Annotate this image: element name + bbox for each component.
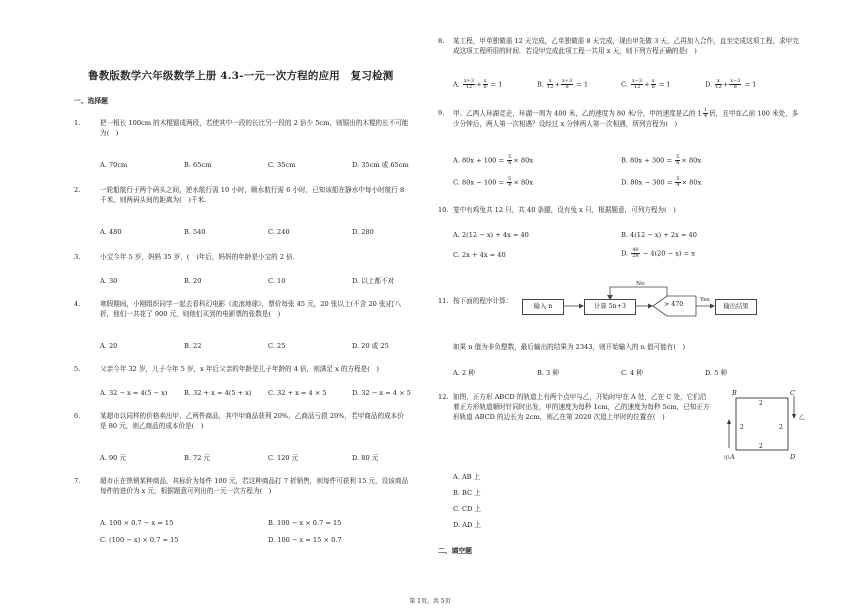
question-number: 1. (74, 119, 81, 127)
vertex-b: B (732, 389, 737, 397)
question-number: 2. (74, 186, 81, 194)
question-number: 9. (438, 109, 445, 117)
page-title: 鲁教版数学六年级数学上册 4.3-一元一次方程的应用 复习检测 (88, 70, 394, 82)
section-choice-heading: 一、选择题 (74, 97, 108, 105)
option-c[interactable]: C. CD 上 (453, 505, 482, 513)
question-number: 5. (74, 365, 81, 373)
option-d[interactable]: D. 280 (352, 228, 374, 236)
option-b[interactable]: B. 100 − x × 0.7 = 15 (268, 519, 342, 527)
side-label-top: 2 (759, 400, 763, 407)
option-d[interactable]: D. 35cm 或 65cm (352, 161, 409, 169)
question-number: 7. (74, 477, 81, 485)
option-a[interactable]: A. 100 × 0.7 − x = 15 (100, 519, 174, 527)
option-d[interactable]: D. 以上都不对 (352, 277, 395, 285)
flow-output-box: 输出结果 (715, 299, 757, 315)
question-text: 甲、乙两人环湖竞走，环湖一周为 400 米，乙的速度为 80 米/分，甲的速度是乙的 1 $\frac{1}{4}$ 倍，且甲在乙前 100 米处，多少分钟后，两人第一次相遇？设经过 x 分钟两人第一次相遇，所列方程为( ) (453, 107, 799, 128)
option-d[interactable]: D. 100 − x = 15 × 0.7 (268, 536, 342, 544)
option-d[interactable]: D. 20 或 25 (352, 342, 389, 350)
option-c[interactable]: C. 10 (268, 277, 286, 285)
question-11-text2 (453, 342, 808, 352)
option-a[interactable]: A. 2 种 (453, 369, 475, 377)
question-text: 超市正在热销某种商品，其标价为每件 100 元，若这种商品打 7 折销售，则每件可获利 15 元，设该商品每件的进价为 x 元，根据题意可列出的一元一次方程为( ) (100, 477, 409, 496)
label-yi: 乙 (799, 415, 805, 421)
option-d[interactable]: D. AD 上 (453, 521, 481, 529)
option-a[interactable]: A. 20 (100, 342, 118, 350)
option-b[interactable]: B. 32 + x = 4(5 + x) (184, 389, 252, 397)
flow-calc-box: 计算 5n+3 (584, 299, 636, 315)
question-number: 6. (74, 412, 81, 420)
question-number: 8. (438, 37, 445, 45)
option-b[interactable]: B. $\frac{x}{12}$ + $\frac{x+3}{8}$ = 1 (537, 78, 589, 90)
option-b[interactable]: B. 4(12 − x) + 2x = 40 (621, 231, 697, 239)
option-d[interactable]: D. 32 − x = 4 × 5 (352, 389, 411, 397)
flow-no-label: No (636, 281, 645, 287)
option-d[interactable]: D. 80 元 (352, 454, 379, 462)
option-a[interactable]: A. 480 (100, 228, 122, 236)
question-text: 小宝今年 5 岁，妈妈 35 岁，( )年后，妈妈的年龄是小宝的 2 倍. (100, 253, 295, 261)
flow-condition-label: > 470 (664, 301, 684, 308)
option-d[interactable]: D. $\frac{x}{12}$ + $\frac{x-3}{8}$ = 1 (705, 78, 757, 90)
question-number: 12. (438, 393, 449, 401)
question-text: 某超市以同样的价格卖出甲、乙两件商品，其中甲商品获利 20%，乙商品亏损 20%，若甲商品的成本价是 80 元，则乙商品的成本价是( ) (100, 412, 404, 431)
question-text: 寒假期间，小刚组织同学一起去看科幻电影《流浪地球》，票价每张 45 元，20 张以上(不含 20 张)打八折，他们一共花了 900 元，则他们买到的电影票的张数是( ) (100, 300, 402, 319)
option-c[interactable]: C. (100 − x) × 0.7 = 15 (100, 536, 179, 544)
flow-input-box: 输入 n (522, 299, 564, 315)
question-number: 3. (74, 253, 81, 261)
option-a[interactable]: A. 80x + 100 = $\frac{5}{4}$ × 80x (453, 154, 534, 166)
option-c[interactable]: C. 25 (268, 342, 286, 350)
option-c[interactable]: C. 4 种 (621, 369, 643, 377)
label-jia: 甲 (724, 456, 730, 462)
option-d[interactable]: D. $\frac{40}{28}$ − 4(20 − x) = x (621, 247, 695, 259)
option-b[interactable]: B. 80x + 300 = $\frac{5}{4}$ × 80x (621, 154, 702, 166)
question-text: 如图，正方形 ABCD 的轨道上有两个点甲与乙，开始时甲在 A 处，乙在 C 处，它们沿着正方形轨道顺时针同时出发，甲的速度为每秒 1cm，乙的速度为每秒 5cm，已知正方形轨道 ABCD 的边长为 2cm，则乙在第 2020 次追上甲时的位置在( ) (453, 393, 710, 422)
option-a[interactable]: A. $\frac{x+3}{12}$ + $\frac{x}{8}$ = 1 (453, 78, 503, 90)
option-b[interactable]: B. 3 种 (537, 369, 559, 377)
question-text: 笼中有鸡兔共 12 只，共 40 条腿，设有兔 x 只，根据题意，可列方程为( ) (453, 206, 676, 214)
side-label-bottom: 2 (759, 443, 763, 450)
question-number: 4. (74, 300, 81, 308)
option-c[interactable]: C. 240 (268, 228, 290, 236)
vertex-d: D (790, 453, 796, 461)
option-c[interactable]: C. 80x − 100 = $\frac{5}{4}$ × 80x (453, 176, 534, 188)
question-text: 父亲今年 32 岁，儿子今年 5 岁，x 年后父亲的年龄是儿子年龄的 4 倍，则满足 x 的方程是( ) (100, 365, 380, 373)
option-d[interactable]: D. 5 种 (705, 369, 728, 377)
vertex-c: C (790, 389, 795, 397)
option-a[interactable]: A. 90 元 (100, 454, 127, 462)
vertex-a: A (730, 453, 735, 461)
option-d[interactable]: D. 80x − 300 = $\frac{5}{4}$ × 80x (621, 176, 702, 188)
option-b[interactable]: B. 22 (184, 342, 202, 350)
option-b[interactable]: B. 540 (184, 228, 206, 236)
side-label-left: 2 (740, 424, 744, 431)
flow-yes-label: Yes (700, 297, 710, 303)
option-a[interactable]: A. 30 (100, 277, 118, 285)
option-a[interactable]: A. AB 上 (453, 473, 481, 481)
option-c[interactable]: C. 120 元 (268, 454, 299, 462)
option-b[interactable]: B. 20 (184, 277, 202, 285)
question-number: 11. (438, 297, 449, 305)
question-text: 按下面的程序计算： (453, 297, 513, 305)
side-label-right: 2 (779, 424, 783, 431)
page-footer: 第 1页，共 5页 (409, 598, 451, 605)
option-a[interactable]: A. 2(12 − x) + 4x = 40 (453, 231, 529, 239)
question-text: 如果 n 值为非负整数，最后输出的结果为 2343，则开始输入的 n 值可能有( ) (453, 343, 686, 351)
question-text: 某工程，甲单独做需 12 天完成，乙单独做需 8 天完成，现由甲先做 3 天，乙再加入合作，直至完成这项工程，求甲完成这项工程所用的时间．若设甲完成此项工程一共用 x 天，则下列方程正确的是( ) (453, 37, 799, 56)
option-c[interactable]: C. $\frac{x-3}{12}$ + $\frac{x}{8}$ = 1 (621, 78, 671, 90)
option-a[interactable]: A. 70cm (100, 161, 128, 169)
option-a[interactable]: A. 32 − x = 4(5 − x) (100, 389, 168, 397)
section-fill-heading: 二、填空题 (438, 547, 472, 555)
question-text: 一轮船航行于两个码头之间，逆水航行需 10 小时，顺水航行需 6 小时，已知该船在静水中每小时航行 8 千米，则两码头间的距离为( )千米. (100, 186, 405, 205)
option-b[interactable]: B. 72 元 (184, 454, 211, 462)
option-b[interactable]: B. 65cm (184, 161, 212, 169)
question-number: 10. (438, 206, 449, 214)
option-c[interactable]: C. 2x + 4x = 40 (453, 251, 506, 259)
option-c[interactable]: C. 32 + x = 4 × 5 (268, 389, 327, 397)
question-text: 把一根长 100cm 的木棍锯成两段，若使其中一段的长比另一段的 2 倍少 5cm，则锯出的木棍的长不可能为( ) (100, 119, 409, 138)
option-b[interactable]: B. BC 上 (453, 489, 481, 497)
option-c[interactable]: C. 35cm (268, 161, 296, 169)
